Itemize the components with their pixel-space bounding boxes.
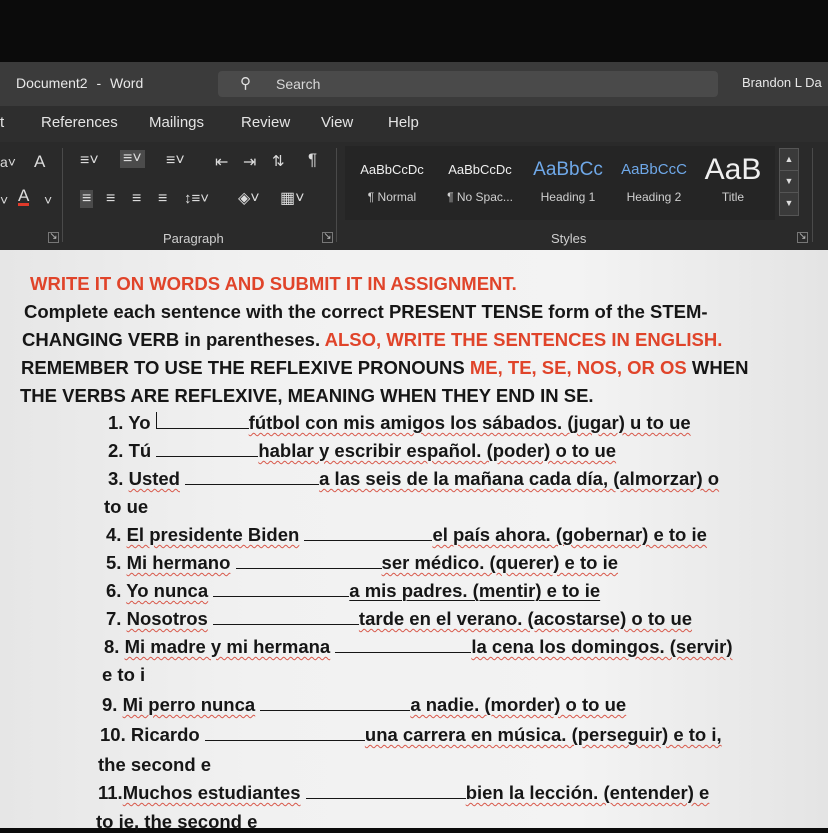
search-box[interactable] [218,71,718,97]
group-divider [336,148,337,242]
list-item: 9. Mi perro nunca a nadie. (morder) o to ue [102,694,627,715]
answer-blank[interactable] [306,782,466,799]
list-item: 4. El presidente Biden el país ahora. (gobernar) e to ie [106,524,707,545]
answer-blank[interactable] [213,608,359,625]
list-item-continuation: to ie, the second e [96,811,258,832]
answer-blank[interactable] [236,552,382,569]
borders-icon[interactable]: ▦˅ [280,190,305,207]
shading-icon[interactable]: ◈˅ [238,190,260,207]
answer-blank[interactable] [213,580,349,597]
font-color-icon[interactable]: A [18,186,30,205]
title-bar [0,62,828,106]
document-page[interactable] [0,250,828,832]
font-color-dropdown-icon[interactable]: ˅ [44,192,53,208]
styles-group-label: Styles [551,231,587,246]
ribbon [0,142,828,250]
answer-blank[interactable] [205,724,365,741]
align-right-icon[interactable]: ≡ [132,190,142,207]
list-item: 3. Usted a las seis de la mañana cada día, (almorzar) o [108,468,720,489]
account-user-name[interactable]: Brandon L Da [742,75,822,90]
window-title: Document2 - Word [16,75,144,91]
sort-icon[interactable]: ⇅ [272,153,285,170]
paragraph-dialog-launcher-icon[interactable]: ↘ [323,231,332,242]
styles-gallery [345,146,775,220]
instructions-line-4: THE VERBS ARE REFLEXIVE, MEANING WHEN THEY END IN SE. [20,385,594,406]
tab-view[interactable]: View [321,114,354,131]
app-name: Word [110,75,144,91]
gallery-more-icon[interactable]: ▼ [784,198,794,208]
answer-blank[interactable] [260,694,410,711]
answer-blank[interactable] [335,636,471,653]
style-normal[interactable]: AaBbCcDc ¶ Normal [360,162,424,204]
multilevel-list-icon[interactable]: ≡˅ [166,152,185,169]
answer-blank[interactable] [156,412,249,429]
group-divider [812,148,813,242]
tab-review[interactable]: Review [241,114,291,131]
styles-gallery-scroll[interactable] [779,148,799,216]
increase-indent-icon[interactable]: ⇥ [243,154,257,171]
document-title: Document2 [16,75,88,91]
document-area[interactable] [0,250,828,832]
paragraph-group-label: Paragraph [163,231,224,246]
ribbon-tabs [0,106,828,142]
justify-icon[interactable]: ≡ [158,190,168,207]
list-item: 1. Yo fútbol con mis amigos los sábados. (jugar) u to ue [108,412,691,433]
group-divider [62,148,63,242]
highlight-dropdown-icon[interactable]: ˅ [0,192,9,208]
show-formatting-marks-icon[interactable]: ¶ [308,150,318,169]
answer-blank[interactable] [304,524,432,541]
font-dialog-launcher-icon[interactable]: ↘ [49,231,58,242]
search-icon: ⚲ [240,75,251,92]
tab-mailings[interactable]: Mailings [149,114,205,131]
assignment-heading: WRITE IT ON WORDS AND SUBMIT IT IN ASSIGNMENT. [30,273,517,294]
style-title[interactable]: AaB Title [704,154,762,204]
list-item-continuation: e to i [102,664,146,685]
search-placeholder: Search [276,76,321,92]
list-item-continuation: to ue [104,496,149,517]
styles-dialog-launcher-icon[interactable]: ↘ [798,231,807,242]
style-no-spacing[interactable]: AaBbCcDc ¶ No Spac... [447,162,513,204]
list-item: 6. Yo nunca a mis padres. (mentir) e to ie [106,580,601,601]
instructions-line-2: CHANGING VERB in parentheses. ALSO, WRITE THE SENTENCES IN ENGLISH. [22,329,723,350]
font-size-dropdown[interactable]: a˅ [0,154,16,170]
list-item: 10. Ricardo una carrera en música. (perseguir) e to i, [100,724,722,745]
chevron-up-icon[interactable]: ▲ [780,149,798,171]
list-item: 8. Mi madre y mi hermana la cena los domingos. (servir) [104,636,733,657]
tab-references[interactable]: References [41,114,118,131]
line-spacing-icon[interactable]: ↕≡˅ [184,190,210,207]
answer-blank[interactable] [156,440,258,457]
decrease-indent-icon[interactable]: ⇤ [215,154,229,171]
clear-formatting-icon[interactable]: A [34,152,46,171]
instructions-line-3: REMEMBER TO USE THE REFLEXIVE PRONOUNS ME, TE, SE, NOS, OR OS WHEN [21,357,749,378]
bullets-icon[interactable]: ≡˅ [80,152,99,169]
tab-help[interactable]: Help [388,114,419,131]
align-center-icon[interactable]: ≡ [106,190,116,207]
style-heading-1[interactable]: AaBbCc Heading 1 [533,159,603,204]
chevron-down-icon[interactable]: ▼ [780,171,798,193]
list-item-continuation: the second e [98,754,212,775]
list-item: 7. Nosotros tarde en el verano. (acostarse) o to ue [106,608,693,629]
list-item: 11.Muchos estudiantes bien la lección. (entender) e [98,782,710,803]
answer-blank[interactable] [185,468,319,485]
align-left-icon[interactable]: ≡ [82,190,92,207]
numbering-icon[interactable]: ≡˅ [120,150,145,168]
style-heading-2[interactable]: AaBbCcC Heading 2 [621,161,687,204]
list-item: 5. Mi hermano ser médico. (querer) e to ie [106,552,619,573]
tab-layout-partial[interactable]: t [0,114,5,131]
instructions-line-1: Complete each sentence with the correct PRESENT TENSE form of the STEM- [24,301,708,322]
list-item: 2. Tú hablar y escribir español. (poder) o to ue [108,440,617,461]
